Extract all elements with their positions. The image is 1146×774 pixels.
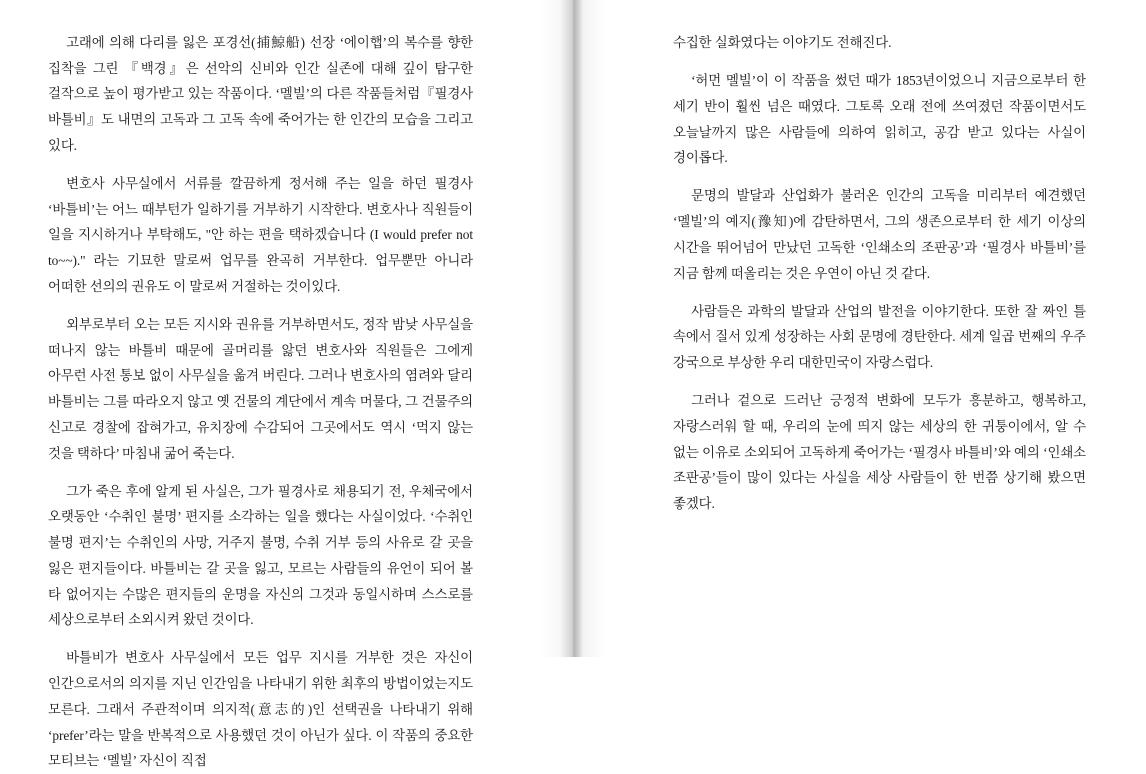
paragraph: ‘허먼 멜빌’이 이 작품을 썼던 때가 1853년이었으니 지금으로부터 한 세기 반이 훨씬 넘은 때였다. 그토록 오래 전에 쓰여졌던 작품이면서도 오늘날까지 많은 사람들에 의하여 읽히고, 공감 받고 있다는 사실이 경이롭다.: [673, 73, 1086, 166]
right-page: [573, 0, 1146, 657]
left-page-body: [48, 30, 473, 774]
paragraph: 바틀비가 변호사 사무실에서 모든 업무 지시를 거부한 것은 자신이 인간으로서의 의지를 지닌 인간임을 나타내기 위한 최후의 방법이었는지도 모른다. 그래서 주관적이며 의지적(意志的)인 선택권을 나타내기 위해 ‘prefer’라는 말을 반복적으로 사용했던 것이 아닌가 싶다. 이 작품의 중요한 모티브는 ‘멜빌’ 자신이 직접: [48, 650, 473, 769]
paragraph: 고래에 의해 다리를 잃은 포경선(捕鯨船) 선장 ‘에이햅’의 복수를 향한 집착을 그린 『백경』은 선악의 신비와 인간 실존에 대해 깊이 탐구한 걸작으로 높이 평가받고 있는 작품이다. ‘멜빌’의 다른 작품들처럼『필경사 바틀비』도 내면의 고독과 그 고독 속에 죽어가는 한 인간의 모습을 그리고 있다.: [48, 35, 473, 153]
right-page-body: [673, 30, 1086, 517]
paragraph: 수집한 실화였다는 이야기도 전해진다.: [673, 35, 892, 50]
paragraph: 그가 죽은 후에 알게 된 사실은, 그가 필경사로 채용되기 전, 우체국에서 오랫동안 ‘수취인 불명’ 편지를 소각하는 일을 했다는 사실이었다. ‘수취인 불명 편지’는 수취인의 사망, 거주지 불명, 수취 거부 등의 사유로 갈 곳을 잃은 편지들이다. 바틀비는 갈 곳을 잃고, 모르는 사람들의 유언이 되어 볼 타 없어지는 수많은 편지들의 운명을 자신의 그것과 동일시하며 스스로를 세상으로부터 소외시켜 왔던 것이다.: [48, 483, 473, 628]
left-page: [0, 0, 573, 769]
paragraph: 문명의 발달과 산업화가 불러온 인간의 고독을 미리부터 예견했던 ‘멜빌’의 예지(豫知)에 감탄하면서, 그의 생존으로부터 한 세기 이상의 시간을 뛰어넘어 만났던 고독한 ‘인쇄소의 조판공’과 ‘필경사 바틀비’를 지금 함께 떠올리는 것은 우연이 아닌 것 같다.: [673, 188, 1086, 281]
paragraph: 변호사 사무실에서 서류를 깔끔하게 정서해 주는 일을 하던 필경사 ‘바틀비’는 어느 때부턴가 일하기를 거부하기 시작한다. 변호사나 직원들이 일을 지시하거나 부탁해도, "안 하는 편을 택하겠습니다 (I would prefer not to~~)." 라는 기묘한 말로써 업무를 완곡히 거부한다. 업무뿐만 아니라 어떠한 선의의 권유도 이 말로써 거절하는 것이있다.: [48, 175, 473, 294]
paragraph: 그러나 겉으로 드러난 긍정적 변화에 모두가 흥분하고, 행복하고, 자랑스러워 할 때, 우리의 눈에 띄지 않는 세상의 한 귀퉁이에서, 알 수 없는 이유로 소외되어 고독하게 죽어가는 ‘필경사 바틀비’와 예의 ‘인쇄소 조판공’들이 많이 있다는 사실을 세상 사람들이 한 번쯤 상기해 봤으면 좋겠다.: [673, 393, 1086, 511]
paragraph: 사람들은 과학의 발달과 산업의 발전을 이야기한다. 또한 잘 짜인 틀 속에서 질서 있게 성장하는 사회 문명에 경탄한다. 세계 일곱 번째의 우주 강국으로 부상한 우리 대한민국이 자랑스럽다.: [673, 303, 1086, 371]
paragraph: 외부로부터 오는 모든 지시와 권유를 거부하면서도, 정작 밤낮 사무실을 떠나지 않는 바틀비 때문에 골머리를 앓던 변호사와 직원들은 그에게 아무런 사전 통보 없이 사무실을 옮겨 버린다. 그러나 변호사의 염려와 달리 바틀비는 그를 따라오지 않고 옛 건물의 계단에서 계속 머물다, 그 건물주의 신고로 경찰에 잡혀가고, 유치장에 수감되어 그곳에서도 역시 ‘먹지 않는 것을 택하다’ 마침내 굶어 죽는다.: [48, 316, 473, 461]
